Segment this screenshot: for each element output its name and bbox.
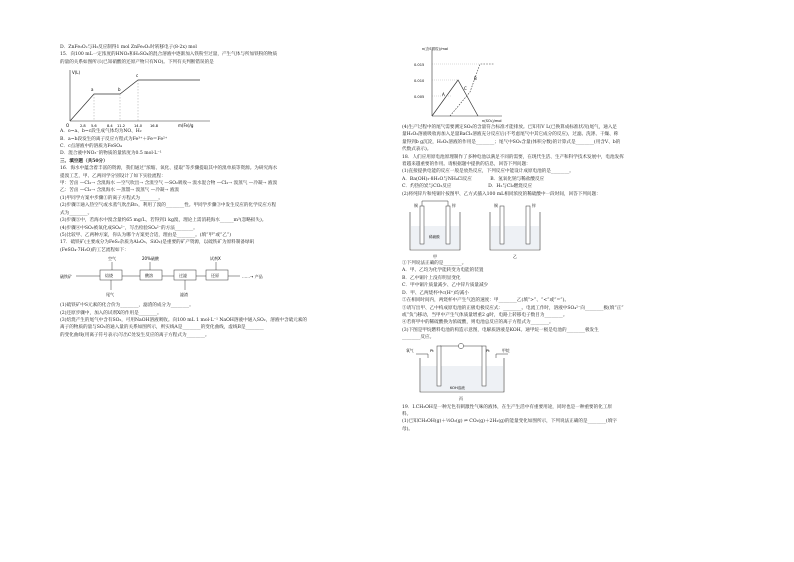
figure-process-flow	[60, 254, 390, 302]
electrode-label: 锌	[532, 203, 536, 209]
question-block-15	[60, 44, 390, 66]
process-flow-diagram	[60, 254, 320, 302]
text-line: 甲：苦卤 —Cl₂→ 含溴海水 —空气吹出→ 含溴空气 —SO₂吸收→ 溴水混合物 —Cl₂→ 溴蒸气 —冷凝→ 液溴	[60, 181, 278, 187]
origin-label: O	[66, 123, 70, 129]
electrolyte-label: KOH溶液	[450, 385, 465, 390]
flow-box: 焙烧	[105, 273, 113, 279]
electrode-pt: Pt	[430, 347, 434, 353]
figure-sulfur-species	[402, 44, 732, 124]
text-line: 17．硫铁矿(主要成分为FeS₂杂质为Al₂O₃、SiO₂)是重要的矿产资源，以硫铁矿为原料制备绿矾	[60, 240, 255, 246]
text-line: 提溴工艺，甲、乙两同学分别设计了如下实验流程：	[60, 173, 166, 179]
curve-label-b: B	[474, 76, 477, 81]
text-line: (2)还原步骤中，加入的试剂X的作用是________。	[60, 310, 162, 316]
beaker-caption: 乙	[513, 254, 517, 260]
text-line: C．灼热的炭与CO₂反应 D．H₂与Cl₂燃烧反应	[402, 184, 533, 190]
figure-fuel-cell	[402, 342, 732, 404]
sulfur-species-graph	[402, 44, 542, 124]
figure-beakers	[402, 198, 732, 260]
question-block-18-sub	[402, 260, 732, 341]
text-line: A．甲、乙均为化学能转变为电能的装置	[402, 268, 484, 274]
text-line: 离子的物质的量与SO₂的通入量的关系如图所示，则实线A是________的变化曲线，虚线B是________	[60, 325, 264, 331]
text-line: C．甲中铜片质量减少、乙中锌片质量减少	[402, 283, 489, 289]
point-label-b: b	[118, 87, 121, 93]
text-line: (3)焙烧产生的尾气中含有SO₂，可用NaOH溶液吸收。向100 mL 1 mol·L⁻¹ NaOH溶液中通入SO₂，溶液中含硫元素的	[60, 317, 307, 323]
text-line: 三、填空题（共50分）	[60, 158, 108, 164]
x-tick: 14.0	[134, 124, 143, 129]
text-line: (2)步骤②通入热空气或水蒸气吹出Br₂，利用了溴的________性。甲同学步骤③中发生反应的化学反应方程	[60, 203, 277, 209]
text-line: (4)生产过程中的尾气需要测定SO₂的含量符合标准才能排放。已知有V L(已换算成标准状况)尾气，通入足	[402, 125, 618, 130]
x-tick: 2.8	[80, 124, 86, 129]
text-line: ③请写出甲、乙中构成原电池的正极电极反应式：________。电流工作时，溶液中SO₄²⁻向________极(填“正”	[402, 305, 624, 311]
electrode-label: 锌	[452, 203, 456, 209]
y-tick: 0.005	[414, 95, 425, 99]
text-line: 式为________。	[60, 210, 93, 216]
x-tick: 11.2	[117, 124, 126, 129]
flow-box: 过滤	[179, 273, 187, 279]
text-line: 着越来越重要的作用。请根据题中提供的信息，回答下列问题：	[402, 162, 531, 168]
text-line: 代数式表示)。	[402, 147, 432, 153]
y-axis-label: n(含S微粒)/mol	[422, 47, 449, 51]
text-line: (FeSO₄·7H₂O)的工艺流程如下：	[60, 247, 129, 253]
x-axis-label: n(SO₂)/mol	[482, 119, 502, 123]
left-column	[60, 44, 390, 339]
text-line: ①下列说法正确的是________。	[402, 261, 467, 267]
question-block-19	[402, 404, 732, 434]
curve-label-a: A	[442, 92, 445, 97]
text-line: 量H₂O₂溶液吸收再加入足量BaCl₂溶液充分反应后(不考虑尾气中其它成分的反应)，过滤、洗涤、干燥、称	[402, 132, 619, 138]
text-line: (3)步骤⑤中，若海水中溴含量约65 mg/L，若得到1 kg溴，理论上需消耗海水______m³(忽略损失)。	[60, 218, 267, 224]
point-label-c: c	[136, 73, 139, 79]
flow-top-label: 空气	[108, 256, 116, 262]
x-tick: 5.6	[91, 124, 97, 129]
text-line: D．甲、乙两烧杯中c(H⁺)均减小	[402, 290, 469, 296]
beaker-caption: 甲	[433, 254, 437, 260]
solution-label: 稀硫酸	[429, 235, 440, 240]
text-line: (1)甲同学方案中步骤①的离子方程式为________。	[60, 195, 163, 201]
y-tick: 0.015	[414, 63, 425, 67]
galvanic-cell-beakers	[402, 198, 602, 260]
figure-gas-volume-vs-iron	[60, 66, 390, 128]
gas-label-methane: 甲烷	[502, 347, 510, 353]
x-tick: 16.8	[150, 124, 159, 129]
text-line: 16．海水中蕴含着丰富的资源，我们通过“浓缩、氧化、提取”等步骤提取其中的溴单质等资源。为研究海水	[60, 166, 278, 172]
text-line: (1)直接提供电能的反应一般是放热反应，下列反应中能设计成原电池的是________。	[402, 169, 574, 175]
text-line: 18．人们应用原电池原理制作了多种电池以满足不同的需要，在现代生活、生产和科学技术发展中，电池发挥	[402, 154, 624, 160]
text-line: A．o~a、b~c段生成气体均为NO、H₂	[60, 129, 142, 135]
flow-bottom-label: 尾气	[106, 292, 114, 298]
text-line: 15．向100 mL一定浓度的HNO₃和H₂SO₄的混合溶液中逐渐加入铁粉至过量，产生气体与所加铁粉的物质	[60, 52, 278, 58]
fuel-cell-caption: 丙	[459, 395, 463, 401]
flow-bottom-label: 滤渣	[180, 292, 188, 298]
text-line: 量得到b g沉淀，H₂O₂溶液的作用是________；尾气中SO₂含量(体积分数)的计算式是________(用含V、b的	[402, 139, 621, 145]
text-line: (3)下图是甲烷燃料电池的构造示意图，电解质溶液是KOH。通甲烷一极是电池的________极发生	[402, 327, 599, 333]
text-line: B．a~b段发生的离子反应方程式为Fe³⁺＋Fe＝Fe²⁺	[60, 136, 168, 142]
text-line: 的量的关系如图所示(已知硝酸的还原产物只有NO)。下列有关判断错误的是	[60, 59, 214, 65]
question-block-16-17	[60, 128, 390, 254]
text-line: ________反应。	[402, 335, 435, 341]
text-line: ④若将甲中的稀硫酸换为浓硫酸，则电池总反应的离子方程式为________。	[402, 320, 554, 326]
flow-start: 硫铁矿	[60, 274, 72, 280]
x-tick: 8.4	[107, 124, 113, 129]
text-line: 料。	[402, 411, 412, 417]
gas-volume-graph	[60, 66, 220, 128]
methane-fuel-cell	[402, 342, 562, 404]
y-tick: 0.010	[414, 79, 425, 83]
question-block-17-sub	[60, 302, 390, 339]
text-line: 母)。	[402, 426, 413, 432]
text-line: D．混合液中NO₃⁻的物质的量浓度为0.5 mol·L⁻¹	[60, 151, 162, 157]
flow-end: ……→ 产品	[242, 274, 263, 280]
text-line: 的变化曲线(用离子符号表示)写出C处发生反应的离子方程式为________。	[60, 332, 210, 338]
text-line: D．ZnFe₂Oₓ与H₂反应制得1 mol ZnFe₂Oₓ时转移电子(8-2x) mol	[60, 45, 197, 50]
text-line: 乙：苦卤 —Cl₂→ 含溴海水 —蒸馏→ 溴蒸气 —冷凝→ 液溴	[60, 188, 180, 194]
flow-top-label: 20%硫酸	[142, 256, 159, 262]
question-block-17-18	[402, 124, 732, 198]
text-line: A．Ba(OH)₂·8H₂O与NH₄Cl反应 B．氢氧化钠与稀盐酸反应	[402, 176, 545, 182]
text-line: (5)比较甲、乙两种方案，你认为哪个方案更合适，理由是________。(填“甲”或“乙”)	[60, 232, 232, 238]
flow-top-label: 试剂X	[210, 256, 221, 262]
text-line: (1)已知CH₃OH(g)＋½O₂(g) ⇌ CO₂(g)＋2H₂(g)的能量变化如图所示，下列说法正确的是________(填字	[402, 419, 617, 425]
text-line: (1)硫铁矿中S元素的化合价为________，滤渣的成分为________。	[60, 303, 194, 309]
curve-label-c: C	[464, 86, 467, 91]
point-label-a: a	[91, 87, 94, 93]
x-axis-label: m(Fe)/g	[178, 123, 194, 129]
right-column	[402, 44, 732, 433]
text-line: (4)步骤④中SO₂被氧化成SO₄²⁻，写出检验SO₄²⁻的方法________。	[60, 225, 198, 231]
flow-box: 还原	[211, 273, 219, 279]
text-line: 19．Ⅰ.CH₃OH是一种无色有刺激性气味的液体，在生产生活中有重要用途，同时也是一种重要的化工原	[402, 404, 613, 410]
text-line: B．乙中铜片上没有明显变化	[402, 275, 461, 281]
y-axis-label: V(L)	[72, 70, 81, 76]
gas-label-oxygen: 氧气	[406, 347, 414, 353]
text-line: ②在相同时间内，两烧杯中产生气泡的速度：甲________乙(填“>”、“<”或“=”)。	[402, 298, 570, 304]
text-line: C．c点溶液中的溶质为FeSO₄	[60, 144, 122, 150]
electrode-pt: Pt	[486, 347, 490, 353]
electrode-label: 铜	[494, 203, 498, 209]
flow-box: 酸溶	[145, 273, 153, 279]
text-line: 或“负”)移动，当甲中产生气体质量增重2 g时，电路上转移电子数目为________。	[402, 312, 568, 318]
text-line: (2)将纯锌片和纯铜片按图甲、乙方式插入100 mL相同浓度的稀硫酸中一段时间，回答下列问题：	[402, 191, 601, 197]
electrode-label: 铜	[414, 203, 418, 209]
